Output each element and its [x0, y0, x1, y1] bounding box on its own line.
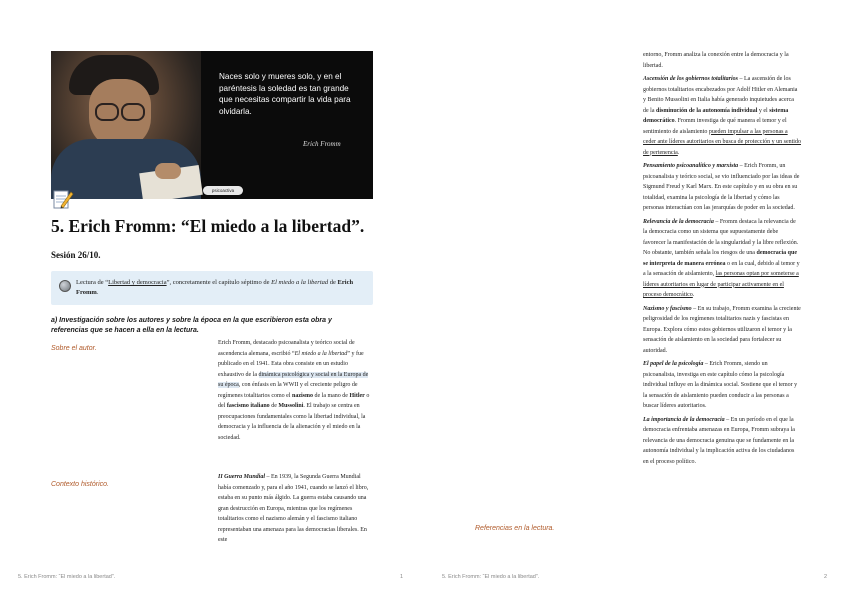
label-about-author: Sobre el autor.	[51, 345, 97, 352]
footer-title: 5. Erich Fromm: “El miedo a la libertad”.	[18, 574, 116, 580]
section-item	[643, 161, 801, 214]
bold-term: Hitler	[349, 392, 365, 399]
page-number: 2	[824, 574, 828, 580]
section-item	[643, 359, 801, 412]
text-run: . Fromm investiga de qué manera el temor y el sentimiento de aislamiento	[643, 118, 787, 135]
author-paragraph	[218, 338, 374, 443]
section-lead: Ascensión de los gobiernos totalitarios	[643, 76, 739, 82]
section-lead: Pensamiento psicoanalítico y marxista	[643, 163, 739, 169]
text-run: , con énfasis en la WWII y el creciente peligro de regímenes totalitarios como el	[218, 382, 358, 399]
text-run: . El trabajo se centra en preocupaciones fundamentales como la libertad individual, la democracia y la influencia de la alienación y el miedo en la sociedad.	[218, 403, 366, 441]
page2-body	[643, 50, 801, 467]
text-run: – En su trabajo, Fromm examina la creciente peligrosidad de los regímenes totalitarios nazis y fascistas en Europa. Explora cómo estos gobiernos utilizaron el temor y la sensación de aislamiento en la sociedad para fortalecer su autoridad.	[643, 305, 801, 354]
hero-quote	[219, 71, 369, 117]
reading-callout	[51, 271, 373, 305]
callout-connector: de	[328, 279, 338, 286]
quote-line: olvidarla.	[219, 106, 252, 116]
text-run: .	[692, 292, 695, 298]
quote-line: que necesitas compartir la vida para	[219, 95, 351, 104]
callout-text	[76, 278, 366, 298]
bold-term: disminución de la autonomía individual	[656, 107, 758, 114]
bold-term: Mussolini	[278, 403, 304, 409]
header-image	[51, 51, 373, 199]
section-lead: La importancia de la democracia	[643, 416, 725, 423]
bulb-icon	[59, 280, 71, 292]
underlined-text: pueden impulsar a las personas a ceder ante líderes autoritarios en busca de protección y un sentido de pertenencia	[643, 128, 801, 156]
text-run: – En un período en el que la democracia enfrentaba amenazas en Europa, Fromm subraya la relevancia de una democracia genuina que se fundamente en la autonomía individual y la implicación activa de los ciudadanos en el proceso político.	[643, 416, 795, 465]
text-run: y el	[757, 107, 770, 114]
footer-title: 5. Erich Fromm: “El miedo a la libertad”.	[442, 574, 540, 580]
text-run: – Fromm destaca la relevancia de la democracia como un sistema que supuestamente debe favorecer la manifestación de la singularidad y la libre reflexión. No obstante, también señala los riesgos de una	[643, 218, 799, 256]
portrait-hand	[155, 163, 181, 179]
session-label: Sesión 26/10.	[51, 250, 101, 260]
callout-author: Erich Fromm	[76, 279, 354, 296]
quote-line: Naces solo y mueres solo, y en el	[219, 72, 342, 81]
page-number: 1	[400, 574, 404, 580]
reading-link[interactable]: Libertad y democracia	[108, 279, 167, 286]
section-lead: Nazismo y fascismo	[643, 305, 692, 312]
highlighted-text: dinámica psicológica y social en la Europa de su época	[218, 371, 369, 388]
author-portrait	[51, 51, 201, 199]
section-lead: Relevancia de la democracia	[643, 218, 714, 225]
section-lead: El papel de la psicología	[643, 361, 704, 367]
label-historical-context: Contexto histórico.	[51, 481, 109, 488]
text-run: Erich Fromm, destacado psicoanalista y teórico social de ascendencia alemana, escribió “	[218, 340, 355, 357]
question-heading: a) Investigación sobre los autores y sobre la época en la que escribieron esta obra y referencias que se hacen a ella en la lectura.	[51, 317, 332, 334]
text-run: o en la cual, debido al temor y a la sensación de aislamiento,	[643, 260, 800, 277]
underlined-text: las personas optan por someterse a líderes autoritarios en lugar de participar activamente en el proceso democrático	[643, 271, 799, 298]
bold-term: sistema democrático	[643, 107, 789, 124]
callout-end: .	[96, 289, 99, 296]
bold-term: fascismo italiano	[226, 403, 270, 409]
glasses-right	[121, 103, 145, 121]
bold-term: democracia que se interpreta de manera errónea	[643, 250, 797, 267]
section-item	[643, 415, 801, 468]
section-item	[643, 217, 801, 301]
text-run: – Erich Fromm, un psicoanalista y teórico social, se vio influenciado por las ideas de Sigmund Freud y Karl Marx. En este capítulo y en su obra en su totalidad, examina la psicología de la libertad y cómo las personas interactúan con las jerarquías de poder en la sociedad.	[643, 163, 800, 211]
bold-term: nazismo	[291, 392, 313, 399]
notepad-pencil-icon	[52, 188, 74, 210]
text-run: – Erich Fromm, siendo un psicoanalista, investiga en este capítulo cómo la psicología individual influye en la dinámica social. Sostiene que el temor y la sensación de aislamiento pueden conducir a las personas a buscar líderes autoritarios.	[643, 361, 798, 409]
section-item	[643, 304, 801, 357]
callout-prefix: Lectura de “	[76, 279, 109, 286]
callout-middle: ”, concretamente el capítulo séptimo de	[166, 279, 272, 286]
text-run: o del	[218, 392, 370, 409]
section-item	[643, 74, 801, 158]
section-lead: II Guerra Mundial	[218, 474, 266, 480]
context-paragraph	[218, 472, 374, 546]
page-2	[424, 0, 848, 600]
intro-text: entorno, Fromm analiza la conexión entre la democracia y la libertad.	[643, 52, 789, 69]
text-run: – En 1939, la Segunda Guerra Mundial había comenzado y, para el año 1941, cuando se lanzó el libro, estaba en su punto más álgido. La guerra estaba causando una gran destrucción en Europa, mientras que los regímenes totalitarios como el nazismo alemán y el fascismo italiano representaban una amenaza para las democracias liberales. En este	[218, 474, 369, 543]
quote-line: paréntesis la soledad es tan grande	[219, 83, 349, 93]
glasses-left	[95, 103, 119, 121]
text-run: .	[677, 149, 680, 156]
text-run: de la mano de	[312, 392, 350, 399]
page-title: 5. Erich Fromm: “El miedo a la libertad”.	[51, 216, 365, 236]
text-run: – La ascensión de los gobiernos totalitarios encabezados por Adolf Hitler en Alemania y Benito Mussolini en Italia había generado inquietudes acerca de la	[643, 76, 798, 114]
book-title: El miedo a la libertad	[271, 279, 329, 286]
text-run: de	[269, 403, 279, 409]
book-title: El miedo a la libertad	[294, 350, 348, 357]
source-badge: psicoactiva	[203, 186, 243, 195]
quote-author: Erich Fromm	[303, 140, 341, 148]
label-references: Referencias en la lectura.	[475, 525, 555, 532]
text-run: ” y fue publicado en el 1941. Esta obra consiste en un estudio exhaustivo de la	[218, 350, 364, 378]
